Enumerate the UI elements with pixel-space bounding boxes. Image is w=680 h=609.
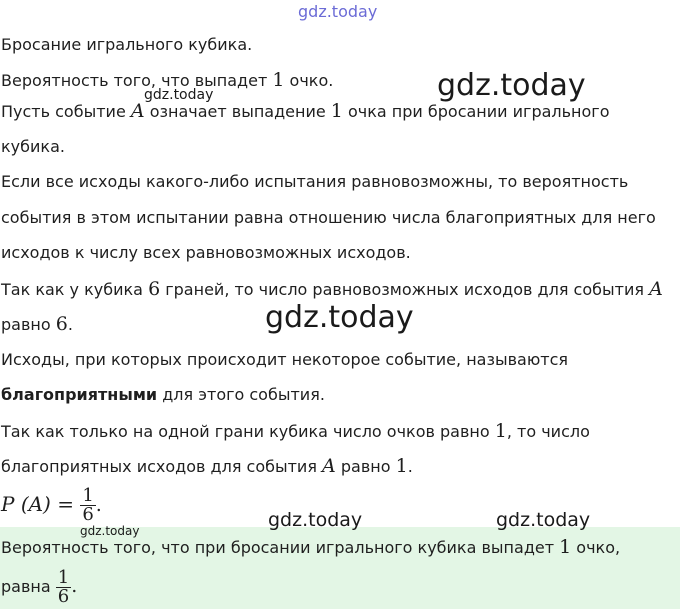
answer-line-1: Вероятность того, что при бросании игрального кубика выпадет 1 очко, xyxy=(1,536,621,558)
watermark-large-2: gdz.today xyxy=(265,300,414,335)
line-rule-3: исходов к числу всех равновозможных исходов. xyxy=(1,243,411,262)
line-one-face-2: благоприятных исходов для события A равно 1. xyxy=(1,455,413,477)
watermark-small-2: gdz.today xyxy=(80,524,140,538)
line-event-def-2: кубика. xyxy=(1,137,65,156)
line-rule-2: события в этом испытании равна отношению числа благоприятных для него xyxy=(1,208,656,227)
formula-lhs: P (A) = xyxy=(1,492,74,516)
line-question: Вероятность того, что выпадет 1 очко. xyxy=(1,69,334,91)
line-rule-1: Если все исходы какого-либо испытания равновозможны, то вероятность xyxy=(1,172,629,191)
line-one-face-1: Так как только на одной грани кубика число очков равно 1, то число xyxy=(1,420,590,442)
line-favorable-def-1: Исходы, при которых происходит некоторое событие, называются xyxy=(1,350,569,369)
answer-fraction: $\frac{1}{6}$ xyxy=(57,567,70,607)
line-title: Бросание игрального кубика. xyxy=(1,35,253,54)
watermark-mid-1: gdz.today xyxy=(268,509,363,531)
line-faces-2: равно 6. xyxy=(1,313,73,335)
line-event-def-1: Пусть событие A означает выпадение 1 очка при бросании игрального xyxy=(1,100,610,122)
watermark-top: gdz.today xyxy=(298,2,378,21)
watermark-mid-2: gdz.today xyxy=(496,509,591,531)
formula-fraction: $\frac{1}{6}$ xyxy=(82,485,94,525)
watermark-small-1: gdz.today xyxy=(144,87,214,103)
watermark-large-1: gdz.today xyxy=(437,68,586,103)
line-faces-1: Так как у кубика 6 граней, то число равновозможных исходов для события A xyxy=(1,278,663,300)
line-favorable-def-2: благоприятными для этого события. xyxy=(1,385,325,404)
formula: P (A) = $\frac{1}{6}$ . xyxy=(1,485,102,525)
answer-line-2: равна $\frac{1}{6}$ . xyxy=(1,567,78,607)
